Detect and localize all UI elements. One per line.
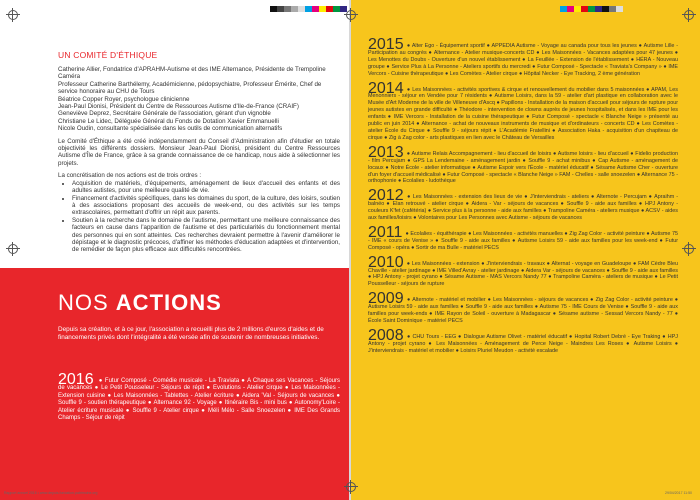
registration-mark	[346, 482, 356, 492]
actions-title-light: NOS	[58, 290, 116, 315]
year-entry	[58, 371, 340, 422]
actions-title-bold: ACTIONS	[115, 290, 222, 315]
list-item: • Acquisition de matériels, d'équipements, aménagement de lieux d'accueil des enfants et des adultes autistes, pour une meilleure qualité de vie.	[72, 180, 340, 195]
year-text: ● Autisme Relais Accompagnement - lieu d'accueil de loisirs ● Autisme loisirs - lieu d'accueil ● Fidelio production - film Percujam ● GPS La Lendemaine - aménagement jardin ● Souffle 9 - achat minibus ● Cap Autisme - aménagement de locaux ● Notre École - atelier informatique ● Autisme Espoir vers l'École - matériel éducatif ● Sésame Autisme Cher - ouverture d'un foyer d'accueil médicalisé ● Futur Composé - spectacle « Blanche Neige » FAM - Chelles - salle snoezelen ● Alternance 75 - orthophonie ● Ecolalies - ludothèque	[368, 150, 678, 185]
footer-left: Rapport annuel 2016 • www.depuis.fondation-patrimoine.org	[4, 491, 98, 495]
print-color-bar	[560, 6, 623, 12]
committee-member: Nicole Oudin, consultante spécialisée dans les outils de communication alternatifs	[58, 125, 283, 133]
list-item: • Soutien à la recherche dans le domaine de l'autisme, permettant une meilleure connaissance des facteurs en cause dans l'apparition de l'autisme et des particularités du fonctionnement mental des personnes qui en sont atteintes. Ces recherches devraient permettre à l'avenir d'améliorer le dépistage et le diagnostic précoces, d'affiner les méthodes d'éducation adaptées et d'intervention, de remédier de façon plus efficace aux difficultés rencontrées.	[72, 217, 340, 254]
year-entry	[368, 290, 678, 325]
year-entry	[368, 253, 678, 289]
registration-mark	[684, 244, 694, 254]
year-label: 2015	[368, 36, 404, 53]
year-text: ● CHU Tours - EEG ● Dialogue Autisme Olivet - matériel éducatif ● Hopital Robert Debré - Eye Traking ● HPJ Antony - projet cyrano ● Les Maisonnées - Aménagement de Perce Neige - Maindres Les Roses ● Autisme Loisirs ● J'interviendrais - matériel et mobilier ● Loisirs Pluriel Meudon - activité escalade	[368, 333, 678, 354]
year-entry	[368, 326, 678, 355]
year-text: ● Les Maisonnées - activités sportives & cirque et renouvellement du mobilier dans 5 maisonnées ● APAM, Les Menonniers - séjour en Vendée pour 7 résidents ● Autisme Loisirs, dans la 59 - atelier d'art plastique en collaboration avec le Musée d'Art Moderne de la ville de Villeneuve d'Ascq ● Papillons - Installation de la maison d'accueil pour séjours de rupture pour jeunes autistes en grande difficulté ● Théodore - intervention de clowns auprès de jeunes hospitalisés, et dans les IME pour les enfants ● IME Vercors - Installation de la cuisine thérapeutique ● Futur Composé - spectacle « Blanche Neige » présenté au public en juin 2014 ● Alternance - achat de nouveaux instruments de musique et d'ordinateurs - concerts CD ● Les Comètes - atelier École du Cirque ● Souffle 9 - séjours répit ● L'Académie Fratellini ● Association Haka - acquisition d'un chapiteau de cirque ● Zig à Zag color - arts plastiques en lien avec le Château de Versailles	[368, 86, 678, 141]
year-entry	[368, 223, 678, 252]
committee-member: Christiane Le Lidec, Déléguée Général du Fonds de Dotation Xavier Emmanuelli	[58, 117, 279, 125]
year-label: 2010	[368, 253, 404, 271]
year-text: ● Ecolalies - équithérapie ● Les Maisonnées - activités manuelles ● Zig Zag Color - activité peinture ● Autisme 75 - IME « cours de Venise » ● Souffle 9 - aide aux familles ● Autisme Loisirs 59 - aide aux familles pour les week-end ● Futur Composé - opéra ● Sortir de ma Bulle - matériel PECS	[368, 230, 678, 251]
committee-member: Professeur Catherine Barthélemy, Académicienne, pédopsychiatre, Professeur Émérite, Chef de service honoraire au CHU de Tours	[58, 80, 322, 96]
registration-mark	[684, 10, 694, 20]
registration-mark	[8, 10, 18, 20]
year-text: ● Les Maisonnées - extension des lieux de vie ● J'interviendrais - ateliers ● Alternote - Percujam ● Apraihm - balnéo ● Elan retrouvé - atelier cirque ● Aidera - Var - séjours de vacances ● Souffle 9 - aide aux familles ● HPJ Antony - couleurs K'fet (cafétéria) ● Service plus à la personne - aide aux familles ● Trampoline Caméra - ateliers musique ● ACSV - aides aux familles/loisirs ● Volontaires pour Les Personnes avec Autisme - séjours de vacances	[368, 194, 678, 222]
year-label: 2014	[368, 79, 404, 97]
year-text: ● Les Maisonnées - extension ● J'interviendrais - travaux ● Alternat - voyage en Guadeloupe ● FAM Cèdre Bleu Chaville - atelier jardinage ● IME Villed'Avray - atelier jardinage ● Aidera Var - séjours de vacances ● Souffle 9 - aide aux familles ● HPJ Antony - projet cyrano ● Sésame Autisme - MAS Vercors Nandy 77 ● Trampoline Caméra - ateliers de musique ● Le Petit Pousselleur - séjours de rupture	[368, 260, 678, 288]
committee-member: Catherine Allier, Fondatrice d'APRAHM-Autisme et des IME Alternance, Présidente de Trempoline Caméra	[58, 66, 326, 81]
print-color-bar	[270, 6, 347, 12]
ethics-paragraph: La concrétisation de nos actions est de trois ordres :	[58, 172, 202, 180]
year-entry	[368, 143, 678, 186]
ethics-title: UN COMITÉ D'ÉTHIQUE	[58, 50, 158, 60]
year-text: ● Alter Ego - Équipement sportif ● APPEDIA Autisme - Voyage au canada pour tous les jeunes ● Autisme Lille - Participation au congrès ● Alternance - Atelier musique-concerts CD ● Les Maisonnées - Vacances adaptées pour 47 jeunes ● Les Menottes du Doubs - Ouverture d'un nouvel établissement ● La Feuillée - Extension de l'établissement ● HÉRA - Nouveau groupe ● Service Plus à La Personne - Ateliers sportifs du mercredi ● Futur Composé - Spectacle « Traviata's Company » ● IME Vercors - Cuisine thérapeutique ● Les Comètes - Atelier cirque ● Hôpital Necker - Eye Tracking, 2 ème génération	[368, 43, 678, 77]
year-text: ● Alternote - matériel et mobilier ● Les Maisonnées - séjours de vacances ● Zig Zag Color - activité peinture ● Autisme Loisirs 59 - aide aux familles ● Souffle 9 - aide aux familles ● Autisme 75 - IME Cours de Venise ● Souffle 9 - aide aux familles pour week-ends ● IME Rayon de Soleil - ouverture à Madagascar ● Sésame autisme - Sessad Vercors Nandy - 77 ● École Saint Dominique - matériel PECS	[368, 297, 678, 324]
actions-title	[58, 290, 222, 316]
year-label: 2012	[368, 187, 404, 205]
action-types-list	[58, 180, 340, 254]
actions-section	[0, 268, 350, 500]
year-label: 2011	[368, 223, 403, 241]
year-entry	[368, 36, 678, 78]
right-page	[350, 0, 700, 500]
actions-intro: Depuis sa création, et à ce jour, l'association a recueilli plus de 2 millions d'euros d'aides et de financements privés dont l'intégralité a été versée afin de soutenir de nombreuses initiatives.	[58, 326, 324, 341]
year-label: 2009	[368, 290, 404, 308]
year-label: 2008	[368, 326, 404, 344]
year-entry	[368, 79, 678, 142]
year-text: ● Futur Composé - Comédie musicale - La Traviata ● A Chaque ses Vacances - Séjours de vacances ● Le Petit Pousseleur - Séjours de répit ● Evolutions - Atelier cirque ● Les Maisonnées - Extension cuisine ● Les Maisonnées - Tablettes - Atelier écriture ● Aidera 'Val - Séjours de vacances ● Souffle 9 - soutien thérapeutique ● Alternance 92 - Voyage ● Itinéraire Bis - mini bus ● Autonomy'Loire - Atelier écriture musicale ● Souffle 9 - Atelier cirque ● Méli Mélo - Salle Snoezelen ● IME Des Grands Champs - Séjour de répit	[58, 378, 340, 422]
registration-mark	[8, 244, 18, 254]
committee-member: Jean-Paul Dionisi, Président du Centre de Ressources Autisme d'Ile-de-France (CRAIF)	[58, 103, 299, 111]
year-label: 2016	[58, 371, 94, 388]
ethics-paragraph: Le Comité d'Éthique a été créé indépendamment du Conseil d'Administration afin d'étudier en totale objectivité les différents dossiers. Monsieur Jean-Paul Dionisi, président du Centre Ressources Autisme d'Île de France, grâce à sa grande connaissance de ce handicap, nous aide à sélectionner les projets.	[58, 137, 340, 167]
page-spine	[349, 0, 351, 500]
committee-member: Geneviève Deprez, Secrétaire Générale de l'association, gérant d'un vignoble	[58, 110, 271, 118]
actions-timeline	[368, 36, 678, 363]
registration-mark	[346, 10, 356, 20]
footer-right: 29/04/2017 11:50	[665, 491, 692, 495]
list-item: • Financement d'activités spécifiques, dans les domaines du sport, de la culture, des loisirs, soutien à des associations proposant des accueils de week-end, ou des activités sur les temps extrascolaires, permettant d'offrir un répit aux parents.	[72, 195, 340, 217]
year-label: 2013	[368, 143, 404, 161]
committee-member: Béatrice Copper Royer, psychologue clinicienne	[58, 95, 190, 103]
ethics-committee-section	[58, 50, 340, 254]
year-entry	[368, 187, 678, 222]
